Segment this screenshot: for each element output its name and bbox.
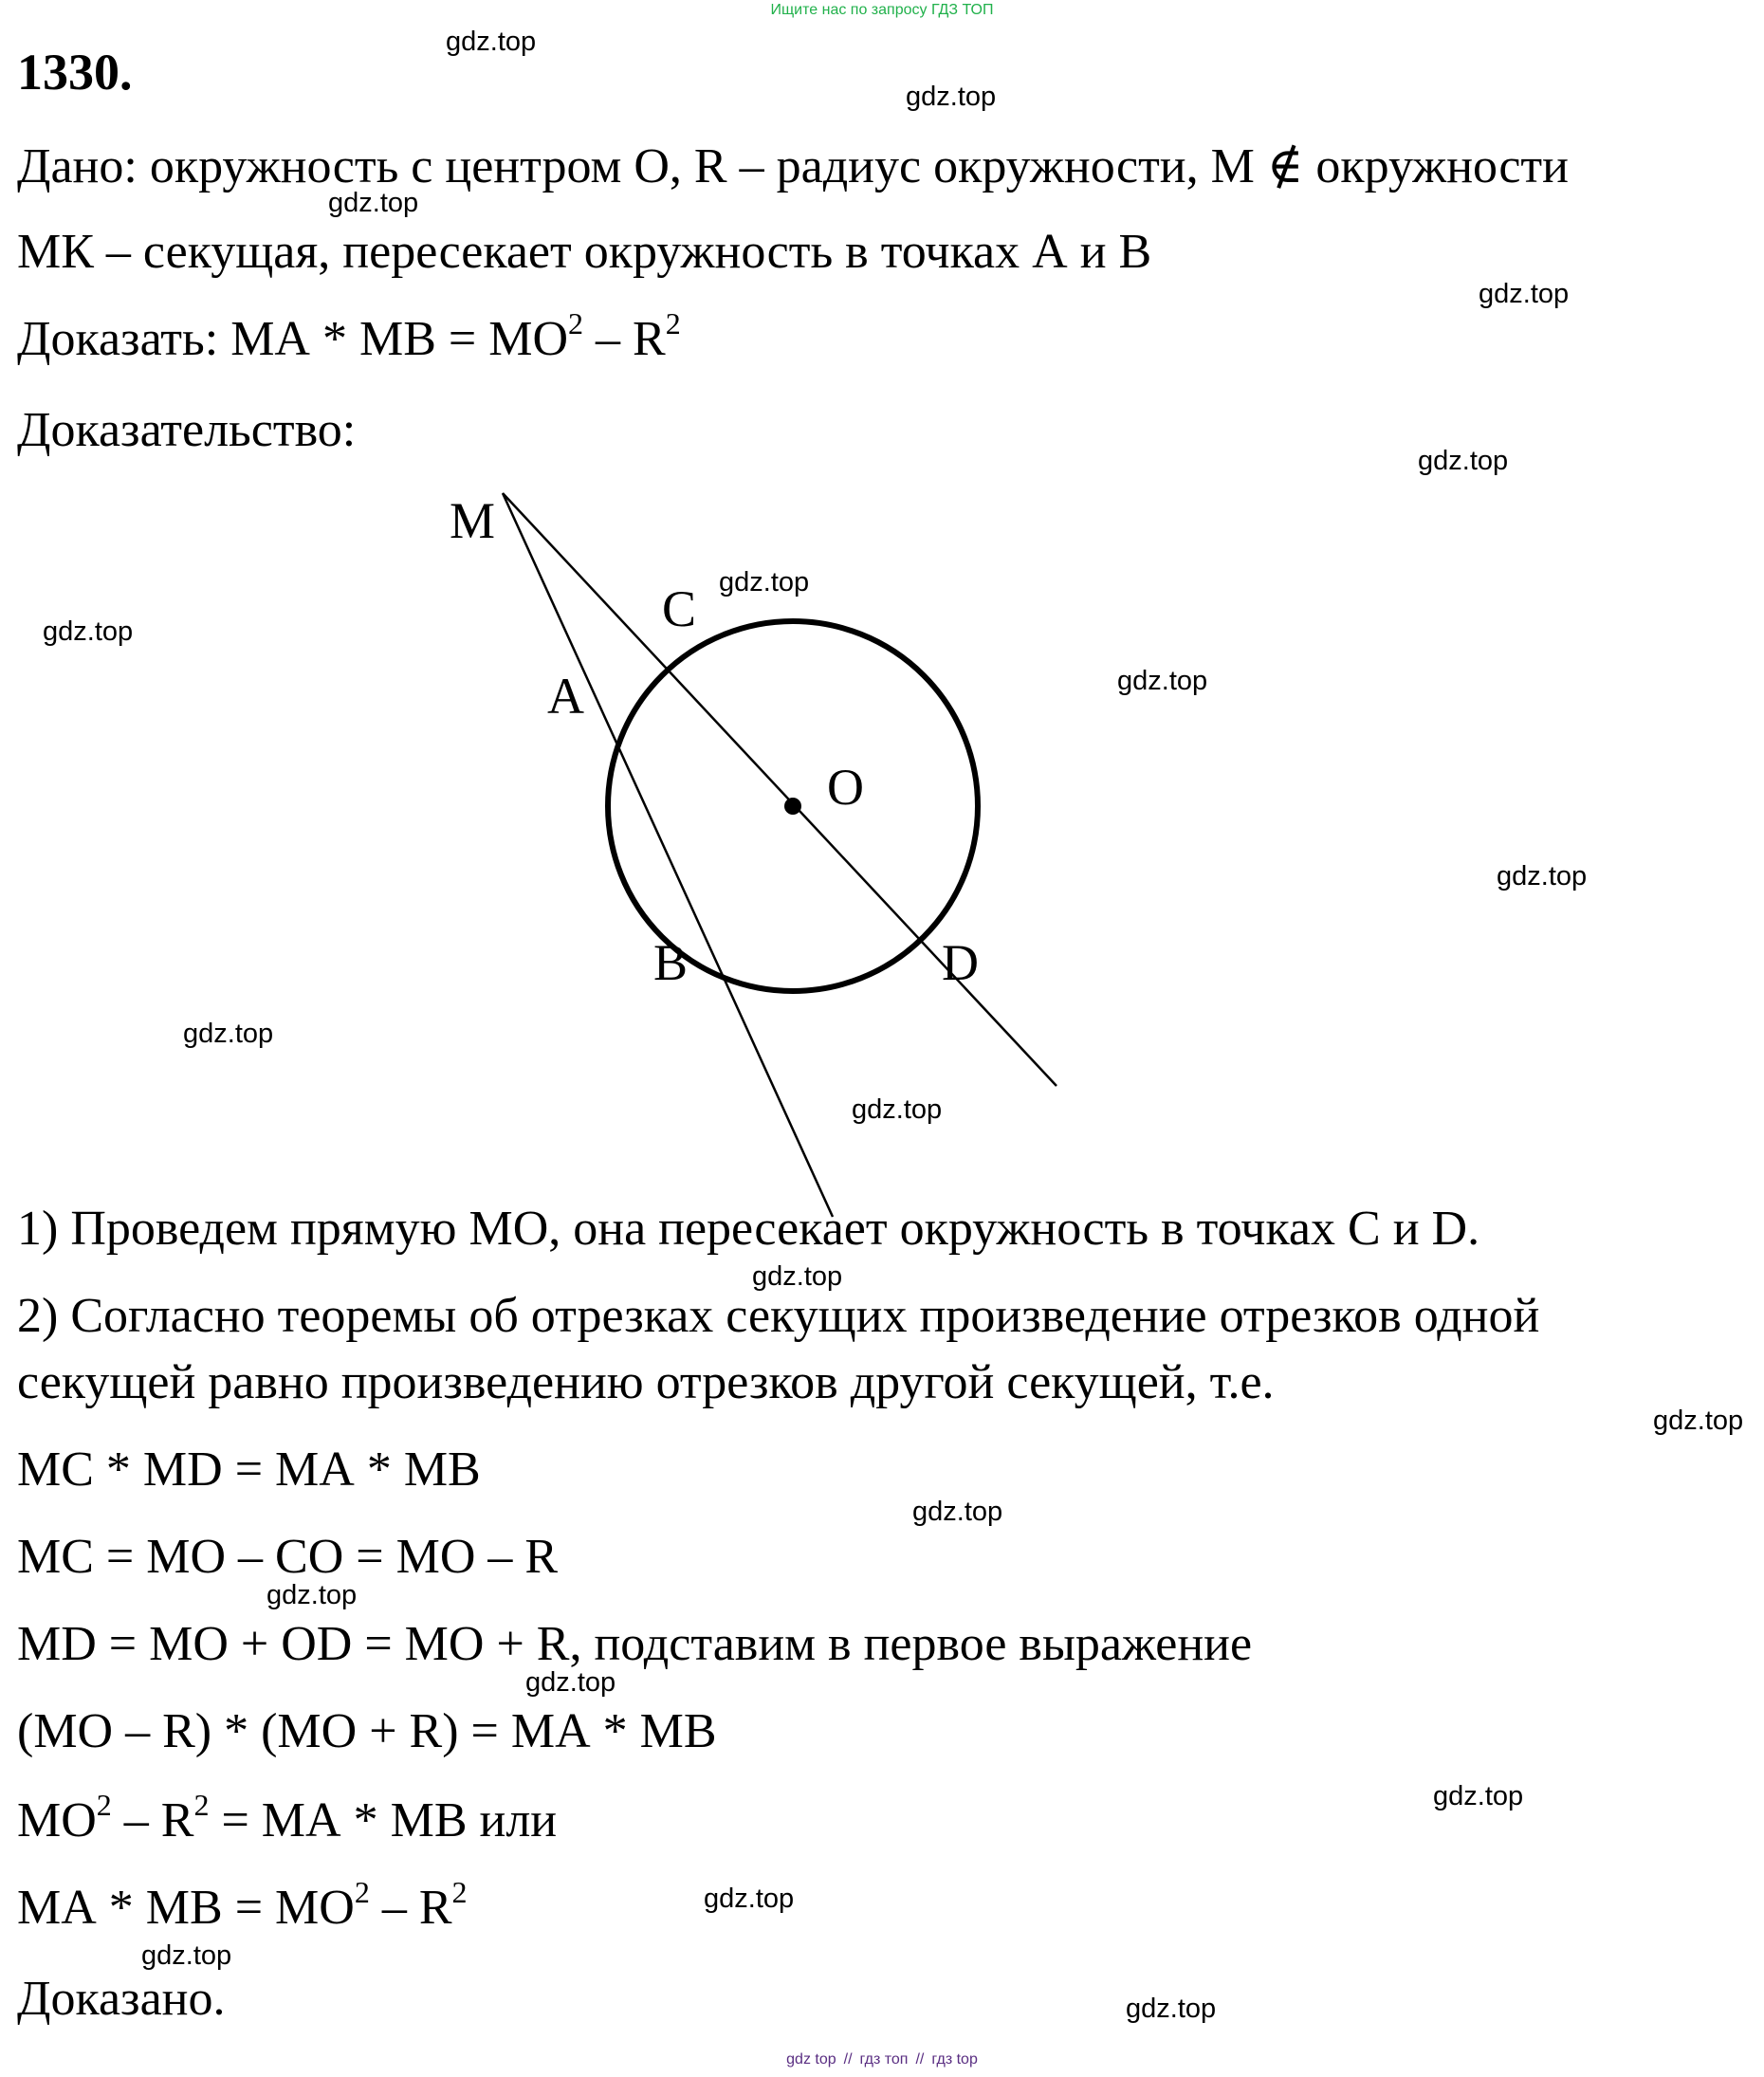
step-1: 1) Проведем прямую МО, она пересекает окружность в точках С и D.: [17, 1202, 1480, 1256]
watermark: gdz.top: [446, 27, 537, 57]
label-b: B: [653, 934, 689, 991]
eq6-exponent-2: 2: [451, 1875, 468, 1909]
watermark: gdz.top: [1433, 1781, 1524, 1811]
footer-separator: //: [915, 2051, 925, 2068]
watermark: gdz.top: [719, 567, 810, 597]
prove-minus-r: – R: [583, 312, 666, 366]
prove-exponent-2: 2: [665, 306, 681, 340]
problem-number: 1330.: [17, 44, 133, 101]
watermark: gdz.top: [43, 616, 134, 647]
eq5-exponent-1: 2: [96, 1788, 112, 1822]
eq5-minus-r: – R: [111, 1793, 194, 1847]
eq6-text: МА * МВ = МО: [17, 1881, 355, 1935]
eq6-minus-r: – R: [369, 1881, 452, 1935]
watermark: gdz.top: [1126, 1994, 1217, 2024]
step-2-line-2: секущей равно произведению отрезков другой секущей, т.е.: [17, 1355, 1275, 1409]
watermark: gdz.top: [912, 1497, 1003, 1527]
watermark: gdz.top: [704, 1884, 795, 1914]
watermark: gdz.top: [328, 188, 419, 218]
equation-3: MD = МО + OD = МО + R, подставим в первое выражение: [17, 1617, 1253, 1671]
watermark: gdz.top: [141, 1940, 232, 1971]
watermark: gdz.top: [525, 1667, 616, 1698]
given-text: Дано: окружность с центром О, R – радиус окружности, М: [17, 139, 1255, 193]
equation-2: МС = МО – СО = МО – R: [17, 1530, 559, 1584]
watermark: gdz.top: [1117, 666, 1208, 696]
given-text-end: окружности: [1315, 139, 1569, 193]
prove-exponent-1: 2: [568, 306, 584, 340]
label-o: O: [827, 759, 864, 816]
center-point: [784, 798, 801, 815]
label-a: A: [547, 668, 584, 725]
watermark: gdz.top: [752, 1261, 843, 1292]
watermark: gdz.top: [266, 1580, 358, 1610]
equation-5: [17, 1788, 558, 1849]
watermark: gdz.top: [1653, 1406, 1744, 1436]
footer-separator: //: [843, 2051, 853, 2068]
watermark: gdz.top: [1418, 446, 1509, 476]
label-m: M: [450, 492, 496, 549]
label-d: D: [942, 934, 979, 991]
eq5-mo: МО: [17, 1793, 97, 1847]
watermark: gdz.top: [1497, 861, 1588, 891]
label-c: C: [662, 580, 697, 637]
conclusion: Доказано.: [17, 1972, 226, 2026]
eq6-exponent-1: 2: [354, 1875, 370, 1909]
top-banner: Ищите нас по запросу ГДЗ ТОП: [770, 2, 994, 18]
footer-link[interactable]: гдз топ: [859, 2051, 909, 2068]
watermark: gdz.top: [906, 82, 997, 112]
prove-text: Доказать: МА * МВ = МО: [17, 312, 569, 366]
proof-label: Доказательство:: [17, 403, 357, 457]
equation-4: (МО – R) * (МО + R) = МА * МВ: [17, 1704, 717, 1758]
equation-1: МС * MD = МА * МВ: [17, 1443, 481, 1497]
not-in-symbol: ∉: [1266, 139, 1304, 193]
watermark: gdz.top: [852, 1094, 943, 1125]
equation-6: [17, 1875, 468, 1937]
footer-link[interactable]: gdz top: [786, 2051, 836, 2068]
eq5-rest: = МА * МВ или: [209, 1793, 558, 1847]
given-line-2: МК – секущая, пересекает окружность в точках А и В: [17, 225, 1152, 279]
eq5-exponent-2: 2: [193, 1788, 210, 1822]
footer: [0, 2051, 1764, 2068]
step-2-line-1: 2) Согласно теоремы об отрезках секущих произведение отрезков одной: [17, 1289, 1540, 1343]
watermark: gdz.top: [1479, 279, 1570, 309]
watermark: gdz.top: [183, 1019, 274, 1049]
footer-link[interactable]: гдз top: [931, 2051, 978, 2068]
